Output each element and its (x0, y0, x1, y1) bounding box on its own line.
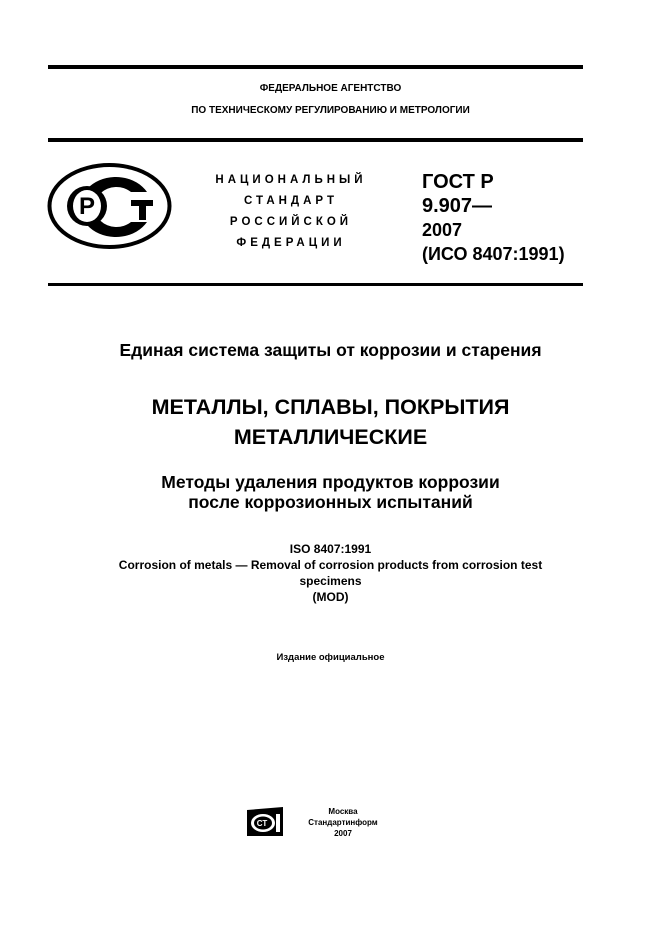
designation-line-3: 2007 (422, 220, 463, 240)
svg-text:Р: Р (78, 193, 96, 220)
title-line-1: МЕТАЛЛЫ, СПЛАВЫ, ПОКРЫТИЯ (151, 395, 510, 419)
agency-line-2: ПО ТЕХНИЧЕСКОМУ РЕГУЛИРОВАНИЮ И МЕТРОЛОГИИ (191, 105, 470, 116)
agency-line-1: ФЕДЕРАЛЬНОЕ АГЕНТСТВО (259, 83, 402, 94)
top-rule (48, 65, 583, 69)
lower-rule (48, 283, 583, 286)
publisher-name: Стандартинформ (308, 818, 378, 827)
national-standard-line-3: РОССИЙСКОЙ (229, 216, 353, 228)
standartinform-logo-icon (245, 806, 285, 838)
document-title (0, 392, 661, 452)
national-standard-label (196, 170, 386, 254)
edition-label: Издание официальное (276, 652, 385, 663)
subtitle-line-1: Методы удаления продуктов коррозии (161, 472, 500, 492)
agency-name (0, 80, 661, 120)
standard-designation (422, 170, 565, 266)
subtitle-line-2: после коррозионных испытаний (188, 492, 473, 512)
iso-title-line-1: Corrosion of metals — Removal of corrosion products from corrosion test (118, 558, 543, 572)
upper-rule (48, 138, 583, 142)
publisher-year: 2007 (334, 829, 352, 838)
title-line-2: МЕТАЛЛИЧЕСКИЕ (233, 425, 428, 449)
iso-reference (0, 541, 661, 605)
standard-series: Единая система защиты от коррозии и старения (119, 340, 542, 360)
national-standard-line-1: НАЦИОНАЛЬНЫЙ (215, 174, 367, 186)
designation-line-4: (ИСО 8407:1991) (422, 244, 565, 264)
iso-code: ISO 8407:1991 (289, 542, 372, 556)
iso-title-line-2: specimens (299, 574, 362, 588)
svg-text:СТ: СТ (256, 819, 268, 828)
designation-line-2: 9.907— (422, 195, 493, 217)
document-subtitle (0, 472, 661, 512)
national-standard-line-4: ФЕДЕРАЦИИ (236, 237, 346, 249)
national-standard-line-2: СТАНДАРТ (244, 195, 338, 207)
publisher-info (298, 806, 388, 839)
iso-modification: (MOD) (312, 590, 349, 604)
designation-line-1: ГОСТ Р (422, 171, 494, 193)
rst-logo-icon (47, 162, 172, 250)
publisher-city: Москва (328, 807, 358, 816)
